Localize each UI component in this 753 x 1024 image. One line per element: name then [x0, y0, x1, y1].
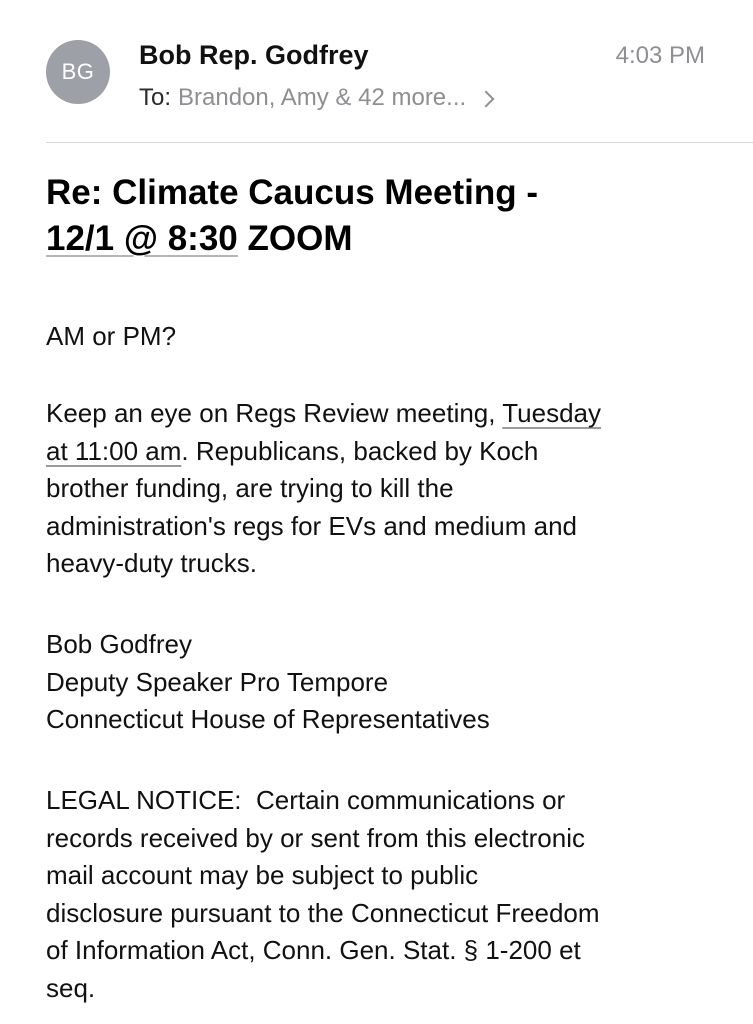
meeting-time-link[interactable]: at 11:00 am — [46, 435, 182, 466]
paragraph-line-2-suffix: . Republicans, backed by Koch — [181, 435, 539, 466]
signature-name: Bob Godfrey — [46, 629, 192, 659]
legal-notice — [46, 782, 726, 1007]
subject-at: @ — [114, 219, 168, 258]
subject-line-1: Re: Climate Caucus Meeting - — [46, 173, 539, 212]
sender-name[interactable]: Bob Rep. Godfrey — [139, 40, 369, 70]
legal-notice-line: mail account may be subject to public — [46, 860, 479, 890]
body-question — [46, 318, 726, 356]
subject-suffix: ZOOM — [237, 219, 353, 258]
paragraph-line-1-prefix: Keep an eye on Regs Review meeting, — [46, 398, 503, 428]
recipients-row[interactable] — [139, 84, 492, 112]
legal-notice-line: LEGAL NOTICE: Certain communications or — [46, 785, 566, 815]
paragraph-line-1 — [46, 395, 726, 433]
question-text: AM or PM? — [46, 321, 177, 351]
paragraph-line-4: administration's regs for EVs and medium and — [46, 510, 577, 541]
header-divider — [46, 142, 753, 143]
subject-date-link[interactable]: 12/1 — [46, 219, 115, 258]
legal-notice-line: disclosure pursuant to the Connecticut Freedom — [46, 897, 600, 928]
legal-notice-line: records received by or sent from this electronic — [46, 822, 585, 853]
body-paragraph — [46, 395, 726, 583]
legal-notice-line: of Information Act, Conn. Gen. Stat. § 1-200 et — [46, 935, 581, 965]
signature-organization: Connecticut House of Representatives — [46, 704, 490, 734]
sent-time: 4:03 PM — [615, 42, 705, 69]
legal-notice-line: seq. — [46, 972, 96, 1003]
signature-title: Deputy Speaker Pro Tempore — [46, 666, 389, 697]
paragraph-line-3: brother funding, are trying to kill the — [46, 473, 454, 503]
email-header — [46, 28, 711, 118]
subject-time-link[interactable]: 8:30 — [167, 219, 238, 258]
tuesday-date-link[interactable]: Tuesday — [502, 398, 602, 428]
recipients-list[interactable]: Brandon, Amy & 42 more... — [178, 84, 467, 111]
signature-block — [46, 626, 726, 739]
avatar-initials: BG — [61, 59, 95, 84]
recipients-label: To: — [139, 84, 172, 111]
paragraph-line-2 — [46, 433, 726, 471]
paragraph-line-5: heavy-duty trucks. — [46, 548, 257, 578]
email-subject — [46, 170, 686, 262]
chevron-right-icon[interactable] — [478, 91, 495, 108]
sender-avatar[interactable] — [46, 40, 110, 104]
subject-line-2 — [46, 216, 686, 262]
